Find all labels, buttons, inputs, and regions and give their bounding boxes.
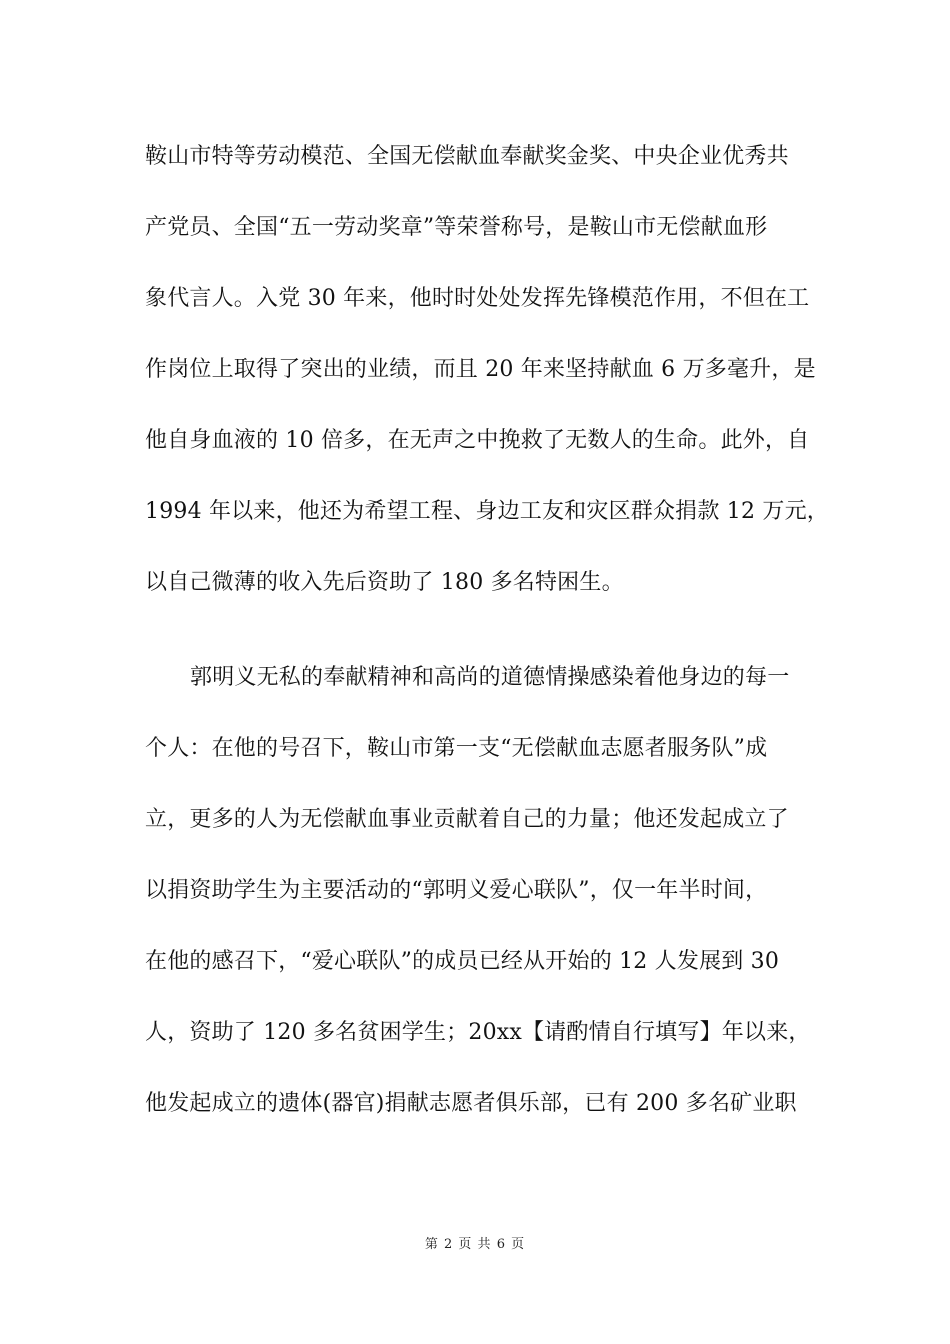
text-line: 以自己微薄的收入先后资助了 180 多名特困生。 — [145, 570, 624, 595]
text-line: 象代言人。入党 30 年来，他时时处处发挥先锋模范作用，不但在工 — [145, 286, 810, 311]
text-line: 1994 年以来，他还为希望工程、身边工友和灾区群众捐款 12 万元， — [145, 499, 829, 524]
text-line: 人，资助了 120 多名贫困学生；20xx【请酌情自行填写】年以来， — [145, 1020, 811, 1045]
text-line: 他自身血液的 10 倍多，在无声之中挽救了无数人的生命。此外，自 — [145, 428, 810, 453]
text-line: 立，更多的人为无偿献血事业贡献着自己的力量；他还发起成立了 — [145, 807, 789, 832]
text-line: 在他的感召下，“爱心联队”的成员已经从开始的 12 人发展到 30 — [145, 949, 780, 974]
text-line: 他发起成立的遗体(器官)捐献志愿者俱乐部，已有 200 多名矿业职 — [145, 1091, 797, 1116]
text-line: 作岗位上取得了突出的业绩，而且 20 年来坚持献血 6 万多毫升，是 — [145, 357, 816, 382]
text-line: 以捐资助学生为主要活动的“郭明义爱心联队”，仅一年半时间， — [145, 878, 768, 903]
text-line: 鞍山市特等劳动模范、全国无偿献血奉献奖金奖、中央企业优秀共 — [145, 144, 789, 169]
text-line: 郭明义无私的奉献精神和高尚的道德情操感染着他身边的每一 — [190, 665, 790, 690]
text-line: 产党员、全国“五一劳动奖章”等荣誉称号，是鞍山市无偿献血形 — [145, 215, 768, 240]
page-footer: 第 2 页 共 6 页 — [424, 1237, 526, 1252]
text-line: 个人：在他的号召下，鞍山市第一支“无偿献血志愿者服务队”成 — [145, 736, 768, 761]
